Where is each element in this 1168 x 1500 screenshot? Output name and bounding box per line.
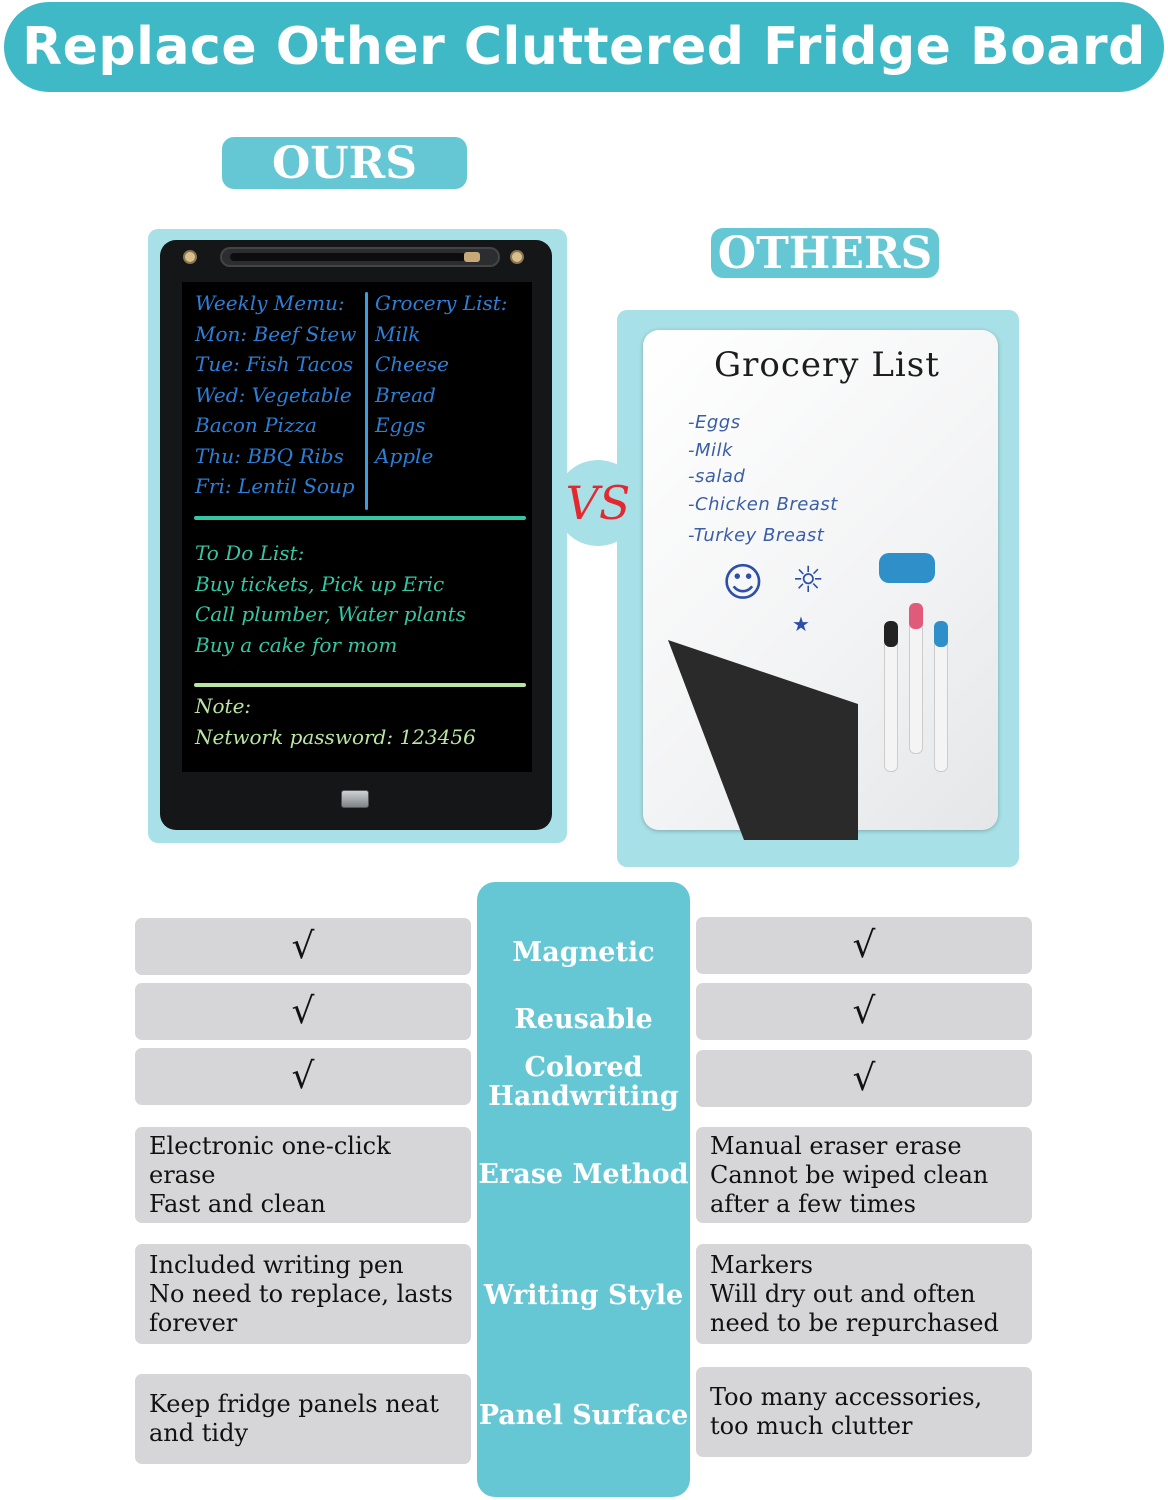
eraser-icon	[879, 553, 935, 583]
whiteboard-item: -salad	[688, 466, 746, 487]
divider-line	[365, 292, 368, 510]
others-writing-style: Markers Will dry out and often need to be repurchased	[696, 1244, 1032, 1344]
star-doodle-icon: ★	[792, 612, 810, 636]
erase-button-icon	[341, 790, 369, 808]
others-panel-surface: Too many accessories, too much clutter	[696, 1367, 1032, 1457]
ours-magnetic-check: √	[135, 918, 471, 975]
sun-doodle-icon: ☼	[792, 560, 825, 601]
marker-blue-icon	[934, 622, 948, 772]
magnet-dot	[510, 250, 524, 264]
ours-colored-check: √	[135, 1048, 471, 1105]
magnet-dot	[183, 250, 197, 264]
stylus-pen	[220, 247, 500, 267]
whiteboard-item: -Chicken Breast	[688, 494, 838, 515]
whiteboard-item: -Milk	[688, 440, 733, 461]
others-erase-method: Manual eraser erase Cannot be wiped clean after a few times	[696, 1127, 1032, 1223]
feature-writing-style: Writing Style	[483, 1280, 684, 1311]
marker-black-icon	[884, 622, 898, 772]
kid-doodle-icon: ☺	[722, 560, 764, 606]
vs-badge: VS	[555, 460, 641, 546]
whiteboard-item: -Eggs	[688, 412, 741, 433]
whiteboard-title: Grocery List	[714, 345, 940, 385]
menu-list: Weekly Memu: Mon: Beef Stew Tue: Fish Tacos Wed: Vegetable Bacon Pizza Thu: BBQ Ribs Fri: Lentil Soup	[195, 291, 357, 498]
feature-magnetic: Magnetic	[512, 937, 655, 968]
others-magnetic-check: √	[696, 917, 1032, 974]
ours-panel-surface: Keep fridge panels neat and tidy	[135, 1374, 471, 1464]
marker-red-icon	[909, 604, 923, 754]
whiteboard-item: -Turkey Breast	[688, 525, 825, 546]
others-label: OTHERS	[711, 228, 939, 278]
feature-colored-handwriting: Colored Handwriting	[488, 1052, 679, 1112]
ours-erase-method: Electronic one-click erase Fast and clean	[135, 1127, 471, 1223]
todo-list: To Do List: Buy tickets, Pick up Eric Call plumber, Water plants Buy a cake for mom	[195, 541, 466, 657]
feature-panel-surface: Panel Surface	[478, 1400, 689, 1431]
feature-erase-method: Erase Method	[478, 1159, 689, 1190]
banner-title: Replace Other Cluttered Fridge Board	[22, 17, 1146, 77]
ours-writing-style: Included writing pen No need to replace, lasts forever	[135, 1244, 471, 1344]
ours-reusable-check: √	[135, 983, 471, 1040]
note: Note: Network password: 123456	[195, 694, 476, 749]
ours-label: OURS	[222, 137, 467, 189]
title-banner	[4, 2, 1164, 92]
others-reusable-check: √	[696, 983, 1032, 1040]
grocery-list: Grocery List: Milk Cheese Bread Eggs Apple	[375, 291, 508, 468]
divider-line	[194, 683, 526, 687]
feature-reusable: Reusable	[514, 1004, 653, 1035]
divider-line	[194, 516, 526, 520]
others-colored-check: √	[696, 1050, 1032, 1107]
